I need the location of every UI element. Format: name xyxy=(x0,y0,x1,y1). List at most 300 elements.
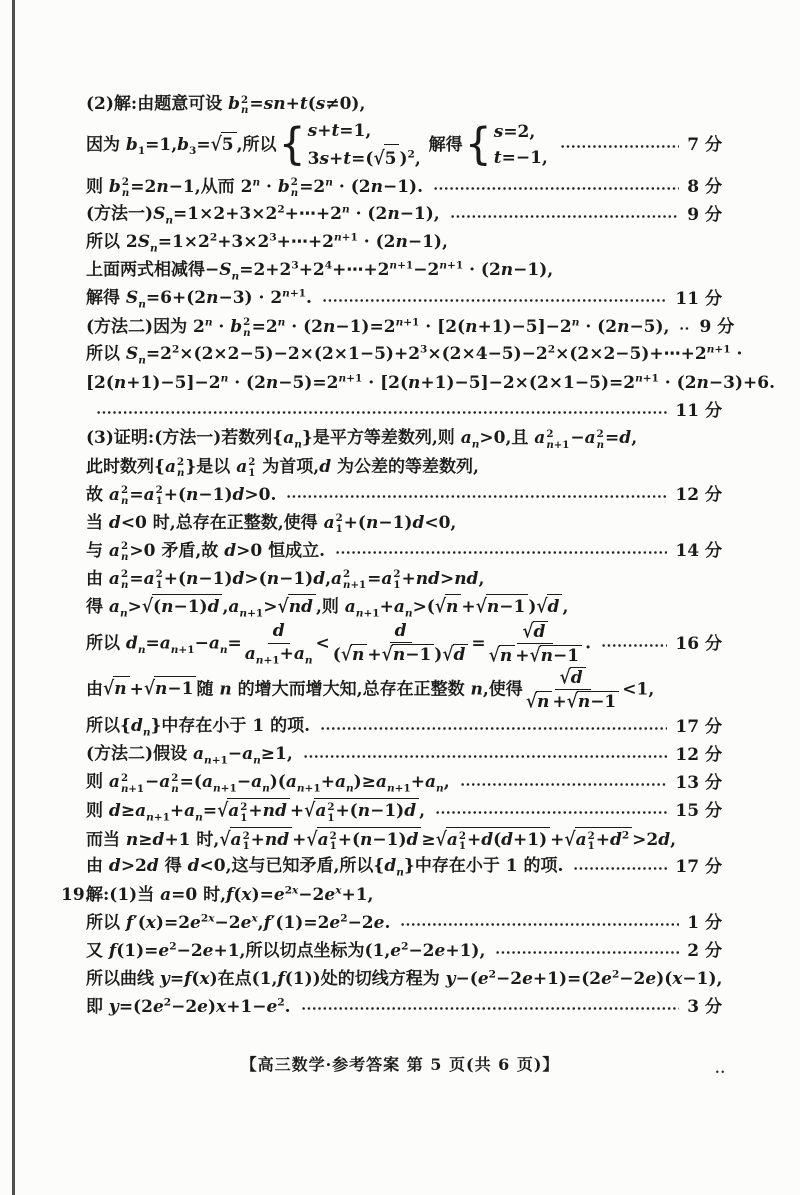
superscript: 2 xyxy=(155,484,163,497)
superscript: 2 xyxy=(120,540,129,553)
radicand: n−1 xyxy=(540,645,582,667)
superscript: n+1 xyxy=(338,371,363,384)
subscript: n+1 xyxy=(239,607,264,620)
superscript: n+1 xyxy=(389,259,414,272)
subscript: n xyxy=(219,643,228,656)
radical-sign-icon: √ xyxy=(381,643,393,667)
superscript: 2 xyxy=(393,568,401,581)
subscript: n xyxy=(304,653,313,666)
subscript: n xyxy=(142,726,151,739)
sqrt-radical xyxy=(522,621,548,643)
stacked-sup-sub xyxy=(121,773,144,794)
radical-sign-icon: √ xyxy=(525,691,537,714)
stacked-sup-sub xyxy=(588,831,595,852)
sqrt-radical xyxy=(373,144,399,172)
sqrt-radical xyxy=(219,827,292,851)
system-row: s+t=1, xyxy=(307,121,372,141)
sqrt-radical xyxy=(436,827,551,851)
superscript: 2 xyxy=(209,231,218,244)
sqrt-radical xyxy=(211,132,237,156)
numerator: d xyxy=(268,622,290,644)
radicand: 5 xyxy=(384,144,400,172)
radical-sign-icon: √ xyxy=(522,620,534,643)
stacked-sup-sub xyxy=(597,429,604,450)
dot-leader xyxy=(322,292,668,309)
radical-sign-icon: √ xyxy=(103,678,115,701)
formula-text: 得 $a_n>√(n-1)d$ $,a_{n+1}>√nd$ ,则 $a_{n+1}+a_n>(√n +√n-1$ )√d , xyxy=(86,596,569,620)
left-brace-icon: { xyxy=(278,119,306,170)
stacked-sup-sub xyxy=(171,773,178,794)
answer-line xyxy=(86,201,722,229)
superscript: n xyxy=(204,315,213,328)
radical-sign-icon: √ xyxy=(141,596,154,619)
formula-text: 则 a 2 n+1 −a 2 n $=(a_{n+1}-a_n)(a_{n+1}+a_n)\ge a_{n+1}+a_n$, xyxy=(86,772,450,795)
answer-line xyxy=(86,537,722,565)
score-label: 11 分 xyxy=(675,288,722,309)
answer-line xyxy=(86,667,722,713)
formula-text: (2)解:由题意可设 b 2 n =sn+t(s≠0), xyxy=(86,93,366,117)
numerator xyxy=(555,667,591,691)
stacked-sup-sub xyxy=(393,569,400,590)
subscript: n xyxy=(436,782,444,795)
radical-sign-icon: √ xyxy=(219,828,231,851)
stacked-sup-sub xyxy=(121,569,128,590)
stacked-sup-sub xyxy=(241,95,248,116)
sqrt-radical xyxy=(529,645,582,667)
subscript: n+1 xyxy=(120,782,144,795)
dot-leader xyxy=(303,748,668,765)
dot-leader xyxy=(573,860,667,877)
score-label: 16 分 xyxy=(675,633,722,654)
superscript: n+1 xyxy=(635,371,659,384)
radical-sign-icon: √ xyxy=(566,691,578,714)
subscript: n xyxy=(262,782,270,795)
sqrt-radical xyxy=(564,827,632,851)
formula-text: 与 a 2 n >0 矛盾,故 d>0 恒成立. xyxy=(86,540,325,564)
formula-text: 所以曲线 y=f(x)在点(1,f(1))处的切线方程为 $y-(e^2-2e+1)=(2e^2-2e)(x-1)$, xyxy=(86,968,723,989)
superscript: 2 xyxy=(335,512,343,525)
answer-line xyxy=(86,797,722,825)
subscript: n+1 xyxy=(255,653,280,666)
subscript: 1 xyxy=(335,523,343,536)
radicand: d xyxy=(533,621,549,643)
formula-text: 所以 $f'(x)=2e^{2x}-2e^x,f'(1)=2e^2-2e$. xyxy=(86,912,391,933)
formula-text: 所以 $S_n=2^2\times(2\times 2-5)-2\times(2\times 1-5)+2^3\times(2\times 4-5)-2^2\times(2\times 2-5)+\cdots+2^{n+1}$ · xyxy=(86,343,743,367)
dot-leader xyxy=(286,488,667,505)
radicand: n−1 xyxy=(577,691,619,713)
dot-leader xyxy=(335,544,667,561)
subscript: 1 xyxy=(587,840,595,853)
subscript: n+1 xyxy=(386,782,411,795)
radical-sign-icon: √ xyxy=(143,678,155,701)
superscript: 2 xyxy=(587,829,595,842)
superscript: 2 xyxy=(329,829,337,842)
formula-text: 由√n +√n−1 随 n 的增大而增大知,总存在正整数 n,使得 $\frac{√d}{√n +√n-1}$ <1, xyxy=(86,666,655,714)
superscript: 2 xyxy=(546,428,554,441)
superscript: 2 xyxy=(343,568,351,581)
superscript: 2 xyxy=(155,568,163,581)
radicand: a 2 1 $+d^2$ xyxy=(575,827,633,851)
subscript: n+1 xyxy=(546,438,570,451)
system-rows xyxy=(494,119,548,172)
subscript: n+1 xyxy=(170,643,195,656)
formula-text: 而当 n≥d+1 时,√a 2 1 +nd +√a 2 1 +(n−1)d ≥√a 2 1 +d(d+1) +√a 2 1 $+d^2 >2d$, xyxy=(86,828,677,853)
subscript: n xyxy=(243,327,251,340)
formula-text: (方法二)假设 $a_{n+1}-a_n\ge 1$, xyxy=(86,744,293,767)
superscript: 2 xyxy=(248,456,256,469)
numerator xyxy=(517,621,553,645)
superscript: 2 xyxy=(458,829,466,842)
superscript: n xyxy=(342,203,350,216)
superscript: n+1 xyxy=(282,287,306,300)
system-rows xyxy=(308,118,421,173)
superscript: 2 xyxy=(120,772,129,785)
answer-line xyxy=(86,397,722,425)
superscript: 2 xyxy=(176,456,185,469)
subscript: n xyxy=(195,811,203,824)
subscript: 1 xyxy=(137,145,146,158)
superscript: n xyxy=(325,175,333,188)
score-label: 8 分 xyxy=(687,176,722,197)
answer-line xyxy=(86,769,722,797)
score-label: 12 分 xyxy=(675,744,722,765)
answer-line xyxy=(86,285,722,313)
subscript: 1 xyxy=(329,840,337,853)
subscript: n xyxy=(241,104,249,117)
subscript: 1 xyxy=(393,579,401,592)
radicand: n−1 xyxy=(154,676,196,700)
fraction xyxy=(333,622,469,666)
radical-sign-icon: √ xyxy=(277,596,289,619)
stacked-sup-sub xyxy=(330,831,337,852)
fraction xyxy=(245,622,313,665)
dot-leader xyxy=(433,180,679,197)
superscript: n+1 xyxy=(395,315,420,328)
answer-line xyxy=(86,229,722,257)
superscript: 3 xyxy=(269,231,277,244)
score-label: 15 分 xyxy=(675,800,722,821)
sqrt-radical xyxy=(567,691,620,713)
stacked-sup-sub xyxy=(121,541,128,562)
answer-line xyxy=(86,621,722,667)
superscript: 2 xyxy=(243,316,251,329)
sqrt-radical xyxy=(435,594,462,618)
formula-text: 因为 $b_1=1,b_3=√5$ ,所以 { s+t=1, 3s+t=(√5 )$^2$, 解得 { s=2, t=−1, xyxy=(86,118,550,173)
formula-text: $[2(n+1)-5]-2^n \cdot (2n-5)=2^{n+1} \cdot [2(n+1)-5]-2\times(2\times 1-5)=2^{n+1} \cdot (2n-3)+6$. xyxy=(86,371,776,393)
subscript: n xyxy=(176,467,185,480)
superscript: 2 xyxy=(120,484,129,497)
sqrt-radical xyxy=(217,798,290,822)
superscript: n xyxy=(571,315,580,328)
score-label: 12 分 xyxy=(675,484,722,505)
fraction xyxy=(526,667,619,713)
radicand: d xyxy=(570,667,586,689)
answer-line xyxy=(86,369,776,397)
superscript: 2 xyxy=(169,940,177,953)
subscript: n xyxy=(396,866,404,879)
radicand: n xyxy=(445,594,461,618)
subscript: n xyxy=(171,782,179,795)
radical-sign-icon: √ xyxy=(442,643,454,667)
formula-text: (方法一)$S_n=1\times 2+3\times 2^2+\cdots+2^n \cdot (2n-1)$, xyxy=(86,203,440,227)
radical-sign-icon: √ xyxy=(475,596,487,619)
stacked-sup-sub xyxy=(243,317,250,338)
formula-text: 解:(1)当 a=0 时$,f(x)=e^{2x}-2e^x+1$, xyxy=(86,884,374,905)
stacked-sup-sub xyxy=(240,802,247,823)
stacked-sup-sub xyxy=(546,429,569,450)
stacked-sup-sub xyxy=(327,802,334,823)
radicand: a 2 1 +(n−1)d xyxy=(317,827,422,851)
superscript: 3 xyxy=(420,343,428,356)
superscript: 2 xyxy=(171,343,180,356)
radicand: (n−1)d xyxy=(152,594,222,618)
denominator: $a_{n+1}+a_n$ xyxy=(244,643,313,666)
subscript: n+1 xyxy=(296,782,321,795)
radicand: d xyxy=(547,594,563,618)
formula-text: 所以 $2S_n=1\times 2^2+3\times 2^3+\cdots+2^{n+1} \cdot (2n-1)$, xyxy=(86,231,448,255)
radical-sign-icon: √ xyxy=(210,133,222,157)
subscript: n xyxy=(253,754,261,767)
dot-leader xyxy=(301,1000,680,1017)
score-label: 9 分 xyxy=(687,204,722,225)
radicand: nd xyxy=(288,594,316,618)
subscript: n xyxy=(137,643,146,656)
answer-line xyxy=(86,313,735,341)
sqrt-radical xyxy=(536,594,562,618)
formula-text: 即 $y=(2e^2-2e)x+1-e^2$. xyxy=(86,996,291,1017)
subscript: n+1 xyxy=(146,811,170,824)
radical-sign-icon: √ xyxy=(488,644,500,668)
dot-leader xyxy=(460,776,668,793)
subscript: n xyxy=(165,214,174,227)
superscript: n xyxy=(277,315,286,328)
system-row: 3s+t=(√5 )$^2$, xyxy=(308,144,421,172)
answer-line xyxy=(86,993,722,1021)
subscript: 1 xyxy=(327,811,335,824)
sqrt-radical xyxy=(442,644,468,666)
page-left-border-line xyxy=(12,0,15,1195)
score-label: 1 分 xyxy=(687,912,722,933)
subscript: 1 xyxy=(458,840,466,853)
superscript: 2 xyxy=(121,176,129,189)
subscript: n xyxy=(404,607,413,620)
stacked-sup-sub xyxy=(343,569,366,590)
subscript: n+1 xyxy=(355,607,380,620)
stacked-sup-sub xyxy=(291,177,298,198)
formula-text: 此时数列{a 2 n }是以 a 2 1 为首项,d 为公差的等差数列, xyxy=(86,456,479,480)
superscript: n xyxy=(220,371,229,384)
formula-text: 则 $d\ge a_{n+1}+a_n=√a$ 2 1 +nd +√a 2 1 +(n−1)d , xyxy=(86,800,426,824)
formula-text: (方法二)因为 $2^n \cdot b$ 2 n $=2^n \cdot (2n-1)=2^{n+1} \cdot [2(n+1)-5]-2^n \cdot (2n-5)$, xyxy=(86,315,670,340)
superscript: 2 xyxy=(611,968,620,981)
sqrt-radical xyxy=(341,644,368,666)
fraction xyxy=(489,621,582,667)
stacked-sup-sub xyxy=(177,457,184,478)
score-label: 13 分 xyxy=(675,772,722,793)
sqrt-radical xyxy=(560,667,586,689)
radicand: n xyxy=(536,691,552,713)
subscript: n xyxy=(121,187,130,200)
sqrt-radical xyxy=(382,644,435,666)
superscript: 2 xyxy=(488,968,496,981)
superscript: n+1 xyxy=(439,259,464,272)
superscript: 2 xyxy=(277,203,285,216)
stacked-sup-sub xyxy=(248,457,255,478)
stacked-sup-sub xyxy=(459,831,466,852)
superscript: n xyxy=(252,175,261,188)
subscript: n xyxy=(120,495,129,508)
stacked-sup-sub xyxy=(156,485,163,506)
radicand: a 2 1 +(n−1)d xyxy=(314,798,419,822)
dot-leader xyxy=(320,720,667,737)
brace-system xyxy=(279,118,421,173)
radical-sign-icon: √ xyxy=(559,666,571,689)
subscript: n xyxy=(119,607,128,620)
superscript: 2x xyxy=(284,884,299,897)
question-number: 19. xyxy=(61,884,91,905)
superscript: 2 xyxy=(596,428,604,441)
answer-content xyxy=(61,90,776,1021)
system-row: t=−1, xyxy=(493,148,548,169)
answer-line xyxy=(86,118,722,173)
denominator: (√n +√n−1 )√d xyxy=(333,643,469,666)
answer-line xyxy=(86,509,722,537)
denominator: √n +√n−1 xyxy=(526,690,619,713)
radicand: n−1 xyxy=(392,644,434,666)
score-label: 2 分 xyxy=(687,940,722,961)
subscript: n xyxy=(231,270,240,283)
superscript: x xyxy=(251,912,258,925)
superscript: 2 xyxy=(621,829,630,842)
sqrt-radical xyxy=(304,798,419,822)
sqrt-radical xyxy=(476,594,529,618)
stacked-sup-sub xyxy=(121,485,128,506)
radicand: a 2 1 +d(d+1) xyxy=(446,827,550,851)
dot-leader xyxy=(96,404,667,421)
answer-line xyxy=(86,173,722,201)
radical-sign-icon: √ xyxy=(306,828,318,851)
subscript: n xyxy=(138,298,146,311)
answer-line xyxy=(86,565,722,593)
superscript: 2 xyxy=(290,176,298,189)
formula-text: 当 d<0 时,总存在正整数,使得 a 2 1 +(n−1)d<0, xyxy=(86,512,457,536)
superscript: 2 xyxy=(241,93,249,106)
scan-artifact-dots: .. xyxy=(714,1062,726,1077)
formula-text: 由 a 2 n =a 2 1 +(n−1)d>(n−1)d,a 2 n+1 =a 2 1 +nd>nd, xyxy=(86,568,485,592)
answer-line xyxy=(86,965,722,993)
radicand: a 2 1 +nd xyxy=(227,798,290,822)
formula-text: 上面两式相减得$-S_n=2+2^3+2^4+\cdots+2^{n+1}-2^{n+1} \cdot (2n-1)$, xyxy=(86,259,554,283)
dot-leader xyxy=(560,138,679,155)
dot-leader xyxy=(495,944,679,961)
subscript: n xyxy=(290,187,299,200)
radicand: n xyxy=(499,645,515,667)
radical-sign-icon: √ xyxy=(434,596,447,619)
subscript: n+1 xyxy=(343,579,367,592)
subscript: n xyxy=(138,354,146,367)
sqrt-radical xyxy=(489,645,516,667)
sqrt-radical xyxy=(144,676,197,700)
subscript: n xyxy=(345,782,354,795)
answer-line xyxy=(86,90,722,118)
answer-line xyxy=(86,741,722,769)
radicand: a 2 1 +nd xyxy=(230,827,293,851)
formula-text: 又 $f(1)=e^2-2e+1$,所以切点坐标为$(1,e^2-2e+1)$, xyxy=(86,940,486,961)
sqrt-radical xyxy=(142,594,223,618)
formula-text: 故 a 2 n =a 2 1 +(n−1)d>0. xyxy=(86,484,277,508)
radicand: n xyxy=(113,676,129,700)
answer-line xyxy=(61,881,722,909)
formula-text: 所以 $d_n=a_{n+1}-a_n=$ $\frac{d}{a_{n+1}+a_n}$ < $\frac{d}{(√n +√n-1 )√d}$ = $\frac{√d}{√n +√n-1}$ . xyxy=(86,620,592,668)
answer-line xyxy=(86,593,722,621)
answer-line xyxy=(86,937,722,965)
superscript: 2 xyxy=(171,772,179,785)
superscript: 2 xyxy=(163,996,172,1009)
system-row: s=2, xyxy=(493,122,536,142)
score-label: 17 分 xyxy=(675,716,722,737)
radicand: 5 xyxy=(221,132,237,156)
subscript: n xyxy=(294,438,302,451)
superscript: 2 xyxy=(120,568,129,581)
superscript: 4 xyxy=(324,259,333,272)
formula-text: 由 d>2d 得 d<0,这与已知矛盾,所以$\{d_n\}$中存在小于 1 的项. xyxy=(86,856,564,879)
superscript: 2 xyxy=(240,801,248,814)
subscript: 1 xyxy=(155,579,163,592)
radical-sign-icon: √ xyxy=(529,644,541,668)
superscript: 2 xyxy=(277,996,285,1009)
superscript: 3 xyxy=(291,259,299,272)
subscript: n+1 xyxy=(212,782,237,795)
radicand: n xyxy=(351,644,367,666)
radical-sign-icon: √ xyxy=(564,828,576,851)
sqrt-radical xyxy=(526,691,553,713)
radical-sign-icon: √ xyxy=(304,800,316,823)
subscript: n xyxy=(120,579,129,592)
subscript: n xyxy=(596,438,605,451)
superscript: 2 xyxy=(242,829,250,842)
answer-line xyxy=(86,481,722,509)
answer-line xyxy=(86,257,722,285)
stacked-sup-sub xyxy=(243,831,250,852)
answer-line xyxy=(86,853,722,881)
brace-system xyxy=(465,119,548,172)
answer-line xyxy=(86,425,722,453)
superscript: 2 xyxy=(327,801,335,814)
superscript: n+1 xyxy=(706,343,731,356)
superscript: 2x xyxy=(200,912,215,925)
subscript: 1 xyxy=(242,840,250,853)
stacked-sup-sub xyxy=(156,569,163,590)
radical-sign-icon: √ xyxy=(217,800,229,823)
answer-line xyxy=(86,453,722,481)
dot-leader xyxy=(679,320,691,337)
sqrt-radical xyxy=(306,827,421,851)
superscript: 2 xyxy=(407,148,415,161)
superscript: 2 xyxy=(401,940,409,953)
subscript: n xyxy=(471,438,480,451)
score-label: 3 分 xyxy=(687,996,722,1017)
dot-leader xyxy=(400,916,679,933)
radicand: n−1 xyxy=(486,594,528,618)
superscript: x xyxy=(335,884,342,897)
left-brace-icon: { xyxy=(464,119,492,170)
superscript: 2 xyxy=(340,912,348,925)
denominator: √n +√n−1 xyxy=(489,644,582,667)
answer-line xyxy=(86,713,722,741)
page-footer: 【高三数学·参考答案 第 5 页(共 6 页)】 xyxy=(240,1055,560,1074)
stacked-sup-sub xyxy=(336,513,343,534)
radicand: d xyxy=(453,644,469,666)
